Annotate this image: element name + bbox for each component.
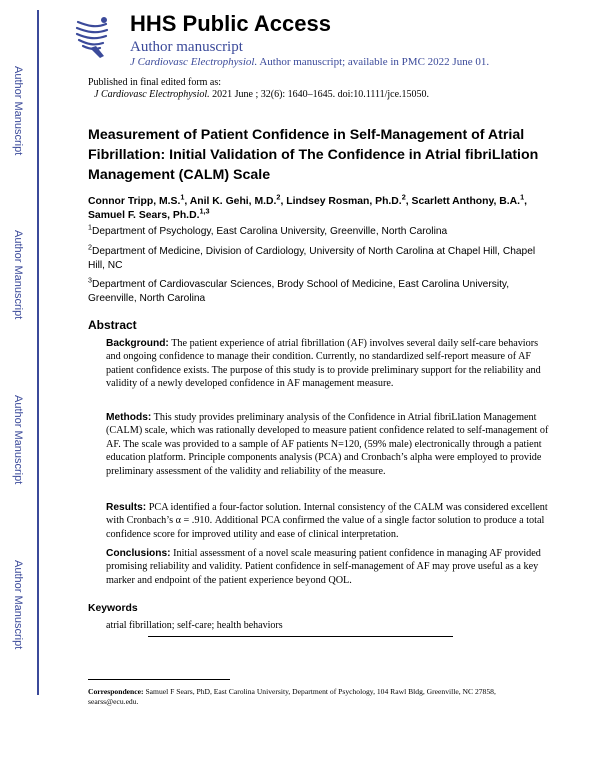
pmc-availability-citation: J Cardiovasc Electrophysiol. Author manuscript; available in PMC 2022 June 01. [130,56,490,68]
author-manuscript-label-1: Author Manuscript [12,66,24,156]
abstract-methods: Methods: This study provides preliminary analysis of the Confidence in Atrial fibriLlation Management (CALM) scale, which was rationally developed to measure patient confidence related to self-management of AF. The scale was provided to a sample of AF patients N=120, (59% male) electronically through a patient education platform. Principle components analysis (PCA) and Cronbach’s alpha were employed to provide preliminary assessment of the validity and reliability of the measure. [106,412,549,477]
author-name: Lindsey Rosman, Ph.D. [286,196,402,207]
margin-rule [37,10,39,695]
author-name: Scarlett Anthony, B.A. [411,196,521,207]
journal-citation: J Cardiovasc Electrophysiol. 2021 June ; 32(6): 1640–1645. doi:10.1111/jce.15050. [94,89,430,100]
affiliation-2: $^2$Department of Medicine, Division of Cardiology, University of North Carolina at Chapel Hill, Chapel Hill, NC [88,243,536,271]
affiliation-1: $^1$Department of Psychology, East Carolina University, Greenville, North Carolina [88,223,448,237]
abstract-conclusions: Conclusions: Initial assessment of a novel scale measuring patient confidence in managing AF provided promising reliability and validity. Patient confidence in self-management of AF may prove useful as a key marker and endpoint of the patient experience beyond QOL. [106,548,541,586]
author-list: Connor Tripp, M.S.$^1$, Anil K. Gehi, M.D.$^2$, Lindsey Rosman, Ph.D.$^2$, Scarlett Anthony, B.A.$^1$, Samuel F. Sears, Ph.D.$^{1,3}$ [88,192,528,221]
author-manuscript-subtitle: Author manuscript [130,39,243,55]
affiliation-3: $^3$Department of Cardiovascular Sciences, Brody School of Medicine, East Carolina University, Greenville, North Carolina [88,276,510,304]
article-title: Measurement of Patient Confidence in Self-Management of Atrial Fibrillation: Initial Validation of The Confidence in Atrial fibriLlation Management (CALM) Scale [88,127,539,183]
abstract-results: Results: PCA identified a four-factor solution. Internal consistency of the CALM was considered excellent with Cronbach’s α = .910. Additional PCA confirmed the value of a single factor solution to produce a total confidence score for improved utility and ease of clinical interpretation. [106,502,548,540]
published-in-label: Published in final edited form as: [88,77,222,88]
section-divider [148,636,453,637]
abstract-heading: Abstract [88,318,137,332]
footnote-divider [88,679,230,680]
author-manuscript-label-2: Author Manuscript [12,230,24,320]
author-manuscript-label-4: Author Manuscript [12,560,24,650]
author-name: Connor Tripp, M.S. [88,196,181,207]
correspondence-footnote: Correspondence: Samuel F Sears, PhD, East Carolina University, Department of Psychology, 104 Rawl Bldg, Greenville, NC 27858, searss@ecu.edu. [88,687,496,706]
author-name: Anil K. Gehi, M.D. [189,196,277,207]
abstract-background: Background: The patient experience of atrial fibrillation (AF) involves several daily self-care behaviors and ongoing confidence to manage their condition. Currently, no standardized self-report measure of AF patient confidence exists. The purpose of this study is to provide preliminary support for the reliability and validity of a newly developed confidence in AF management measure. [106,338,541,390]
keywords-list: atrial fibrillation; self-care; health behaviors [106,620,283,631]
author-manuscript-label-3: Author Manuscript [12,395,24,485]
author-name: Samuel F. Sears, Ph.D. [88,209,200,221]
hhs-public-access-title: HHS Public Access [130,11,331,36]
hhs-eagle-logo-icon [70,12,114,62]
keywords-heading: Keywords [88,603,138,614]
